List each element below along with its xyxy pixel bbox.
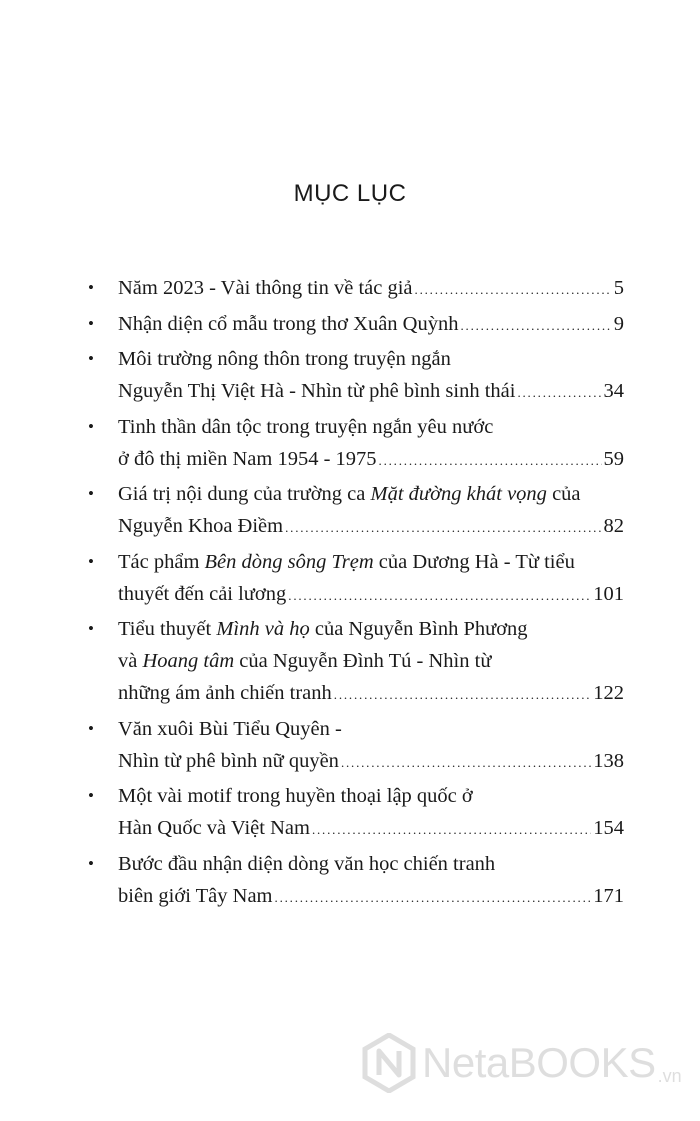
toc-entry[interactable] [88,343,624,409]
bullet-icon: • [88,313,94,333]
toc-entry-title-line: Tác phẩm Bên dòng sông Trẹm của Dương Hà - Từ tiểu [118,550,575,573]
dot-leader [415,274,612,306]
dot-leader [460,310,611,342]
toc-entry-title-line: Hàn Quốc và Việt Nam [118,817,310,839]
toc-entry-title-line: Tiểu thuyết Mình và họ của Nguyễn Bình Phương [118,618,528,640]
bullet-icon: • [88,416,94,436]
toc-entry[interactable] [88,713,624,779]
table-of-contents [88,272,624,915]
page-title: MỤC LỤC [293,180,407,207]
bullet-icon: • [88,718,94,738]
toc-entry-title-line: Giá trị nội dung của trường ca Mặt đường khát vọng của [118,483,581,505]
dot-leader [334,679,591,711]
toc-entry-title-line: Nhận diện cổ mẫu trong thơ Xuân Quỳnh [118,312,459,335]
dot-leader [379,445,602,477]
toc-entry-last-line [118,510,624,544]
toc-entry[interactable] [88,848,624,914]
bullet-icon: • [88,786,94,805]
toc-entry-title-line: Môi trường nông thôn trong truyện ngắn [118,348,451,370]
toc-page-number: 34 [603,380,624,402]
watermark-brand: NetaBOOKS [422,1039,656,1086]
toc-page-number: 82 [603,515,624,537]
toc-entry[interactable] [88,411,624,477]
toc-entry-title-line: Tinh thần dân tộc trong truyện ngắn yêu nước [118,415,494,438]
toc-page-number: 59 [603,447,624,470]
toc-entry[interactable] [88,546,624,612]
toc-entry-last-line [118,443,624,477]
toc-entry-last-line [118,812,624,846]
dot-leader [275,882,592,914]
toc-entry-last-line [118,308,624,342]
toc-page-number: 9 [613,312,624,335]
dot-leader [517,377,601,409]
toc-entry-last-line [118,375,624,409]
bullet-icon: • [88,551,94,571]
watermark [362,1033,682,1093]
dot-leader [312,814,591,846]
dot-leader [285,512,601,544]
toc-entry-title-line: Văn xuôi Bùi Tiểu Quyên - [118,717,342,740]
toc-entry[interactable] [88,478,624,544]
netabooks-logo-icon [362,1033,416,1093]
toc-entry-title-line: biên giới Tây Nam [118,884,273,907]
toc-entry-last-line [118,272,624,306]
toc-entry-last-line [118,745,624,779]
bullet-icon: • [88,278,94,297]
toc-entry-title-line: Năm 2023 - Vài thông tin về tác giả [118,277,413,299]
toc-entry-title-line: Nguyễn Khoa Điềm [118,515,284,537]
toc-entry-title-line: Một vài motif trong huyền thoại lập quốc ở [118,785,473,807]
toc-page-number: 122 [593,682,624,704]
dot-leader [341,747,591,779]
toc-entry-last-line [118,880,624,914]
toc-entry-title-line: ở đô thị miền Nam 1954 - 1975 [118,447,377,470]
toc-entry-last-line [118,677,624,711]
toc-entry-title-line: Bước đầu nhận diện dòng văn học chiến tranh [118,852,496,875]
bullet-icon: • [88,484,94,503]
bullet-icon: • [88,853,94,873]
toc-entry[interactable] [88,780,624,846]
toc-entry-title-line: và Hoang tâm của Nguyễn Đình Tú - Nhìn từ [118,650,492,672]
toc-page-number: 138 [593,749,624,772]
toc-entry[interactable] [88,308,624,342]
toc-page-number: 171 [593,884,624,907]
toc-entry-title-line: thuyết đến cải lương [118,582,287,605]
toc-page-number: 101 [593,582,624,605]
dot-leader [288,580,591,612]
bullet-icon: • [88,349,94,368]
watermark-suffix: .vn [657,1066,682,1086]
toc-entry-last-line [118,578,624,612]
toc-page-number: 5 [613,277,624,299]
toc-entry[interactable] [88,613,624,711]
bullet-icon: • [88,619,94,638]
toc-entry-title-line: Nguyễn Thị Việt Hà - Nhìn từ phê bình sinh thái [118,380,516,402]
toc-entry[interactable] [88,272,624,306]
toc-page-number: 154 [593,817,624,839]
toc-entry-title-line: những ám ảnh chiến tranh [118,682,332,704]
toc-entry-title-line: Nhìn từ phê bình nữ quyền [118,749,339,772]
